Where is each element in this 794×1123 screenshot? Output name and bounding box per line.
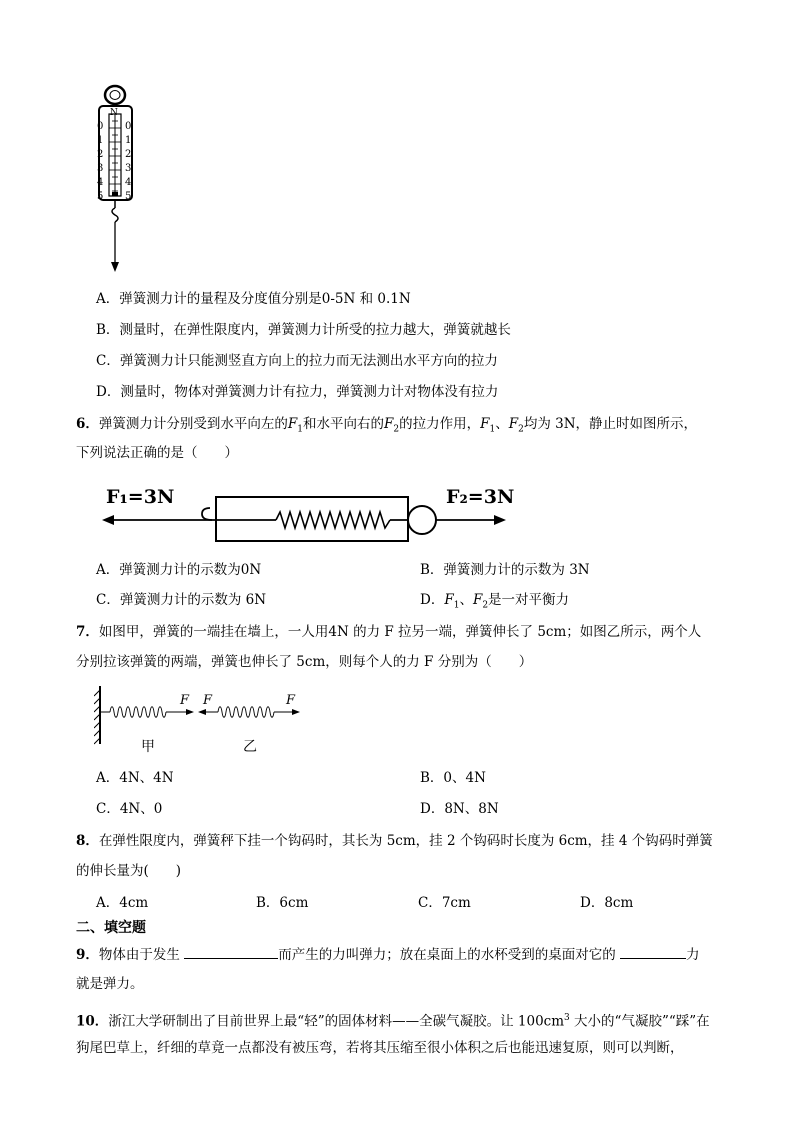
q5-option-d[interactable]: D．测量时，物体对弹簧测力计有拉力，弹簧测力计对物体没有拉力 [96, 384, 499, 400]
section-heading-fill-in: 二、填空题 [76, 920, 146, 936]
q8-option-b[interactable]: B．6cm [256, 895, 309, 911]
q7-force-label-yi-left: F [203, 693, 213, 708]
q10-stem-line-1: 10．浙江大学研制出了目前世界上最“轻”的固体材料——全碳气凝胶。让 $100cm^3$ 大小的“气凝胶”“踩”在 [76, 1013, 710, 1030]
q5-option-a[interactable]: A．弹簧测力计的量程及分度值分别是0-5N 和 0.1N [96, 291, 411, 307]
q9-blank-2[interactable] [620, 944, 686, 959]
q7-option-c[interactable]: C．4N、0 [96, 801, 163, 817]
q6-option-c[interactable]: C．弹簧测力计的示数为 6N [96, 592, 267, 608]
q7-option-a[interactable]: A．4N、4N [96, 770, 174, 786]
q5-option-c[interactable]: C．弹簧测力计只能测竖直方向上的拉力而无法测出水平方向的拉力 [96, 353, 498, 369]
q9-line-1: 9．物体由于发生 而产生的力叫弹力；放在桌面上的水杯受到的桌面对它的 力 [76, 944, 700, 965]
q10-stem-line-2: 狗尾巴草上，纤细的草竟一点都没有被压弯，若将其压缩至很小体积之后也能迅速复原，则可以判断， [76, 1040, 684, 1056]
q7-stem-line-2: 分别拉该弹簧的两端，弹簧也伸长了 5cm，则每个人的力 F 分别为（ ） [76, 654, 533, 670]
scale-unit-label: N [110, 108, 118, 118]
q6-option-b[interactable]: B．弹簧测力计的示数为 3N [420, 562, 590, 578]
q7-option-d[interactable]: D．8N、8N [420, 801, 499, 817]
q5-option-b[interactable]: B．测量时，在弹性限度内，弹簧测力计所受的拉力越大，弹簧就越长 [96, 322, 511, 338]
q7-label-jia: 甲 [141, 739, 155, 755]
scale-labels-right: 0 1 2 3 4 5 [125, 121, 132, 202]
q8-stem-line-1: 8．在弹性限度内，弹簧秤下挂一个钩码时，其长为 5cm，挂 2 个钩码时长度为 6cm，挂 4 个钩码时弹簧 [76, 833, 713, 849]
q7-force-label-yi-right: F [286, 693, 296, 708]
q7-stem-line-1: 7．如图甲，弹簧的一端挂在墙上，一人用4N 的力 F 拉另一端，弹簧伸长了 5cm；如图乙所示，两个人 [76, 624, 702, 640]
q6-right-force-label: F₂=3N [446, 486, 515, 508]
q6-stem-line-2: 下列说法正确的是（ ） [76, 445, 238, 461]
scale-labels-left: 0 1 2 3 4 5 [97, 121, 104, 202]
q8-stem-line-2: 的伸长量为( ) [76, 863, 182, 879]
q9-line-2: 就是弹力。 [76, 976, 144, 992]
q7-option-b[interactable]: B．0、4N [420, 770, 486, 786]
q7-force-label-jia: F [180, 693, 190, 708]
q8-option-d[interactable]: D．8cm [580, 895, 634, 911]
q9-blank-1[interactable] [184, 944, 278, 959]
q7-label-yi: 乙 [243, 739, 257, 755]
q6-left-force-label: F₁=3N [106, 486, 175, 508]
q8-option-c[interactable]: C．7cm [418, 895, 471, 911]
q6-option-d[interactable]: D．$F_1$、$F_2$是一对平衡力 [420, 592, 570, 611]
q6-option-a[interactable]: A．弹簧测力计的示数为0N [96, 562, 262, 578]
q6-stem-line-1: 6．弹簧测力计分别受到水平向左的$F_1$和水平向右的$F_2$的拉力作用，$F_1$、$F_2$均为 3N，静止时如图所示， [76, 416, 698, 435]
q8-option-a[interactable]: A．4cm [96, 895, 149, 911]
